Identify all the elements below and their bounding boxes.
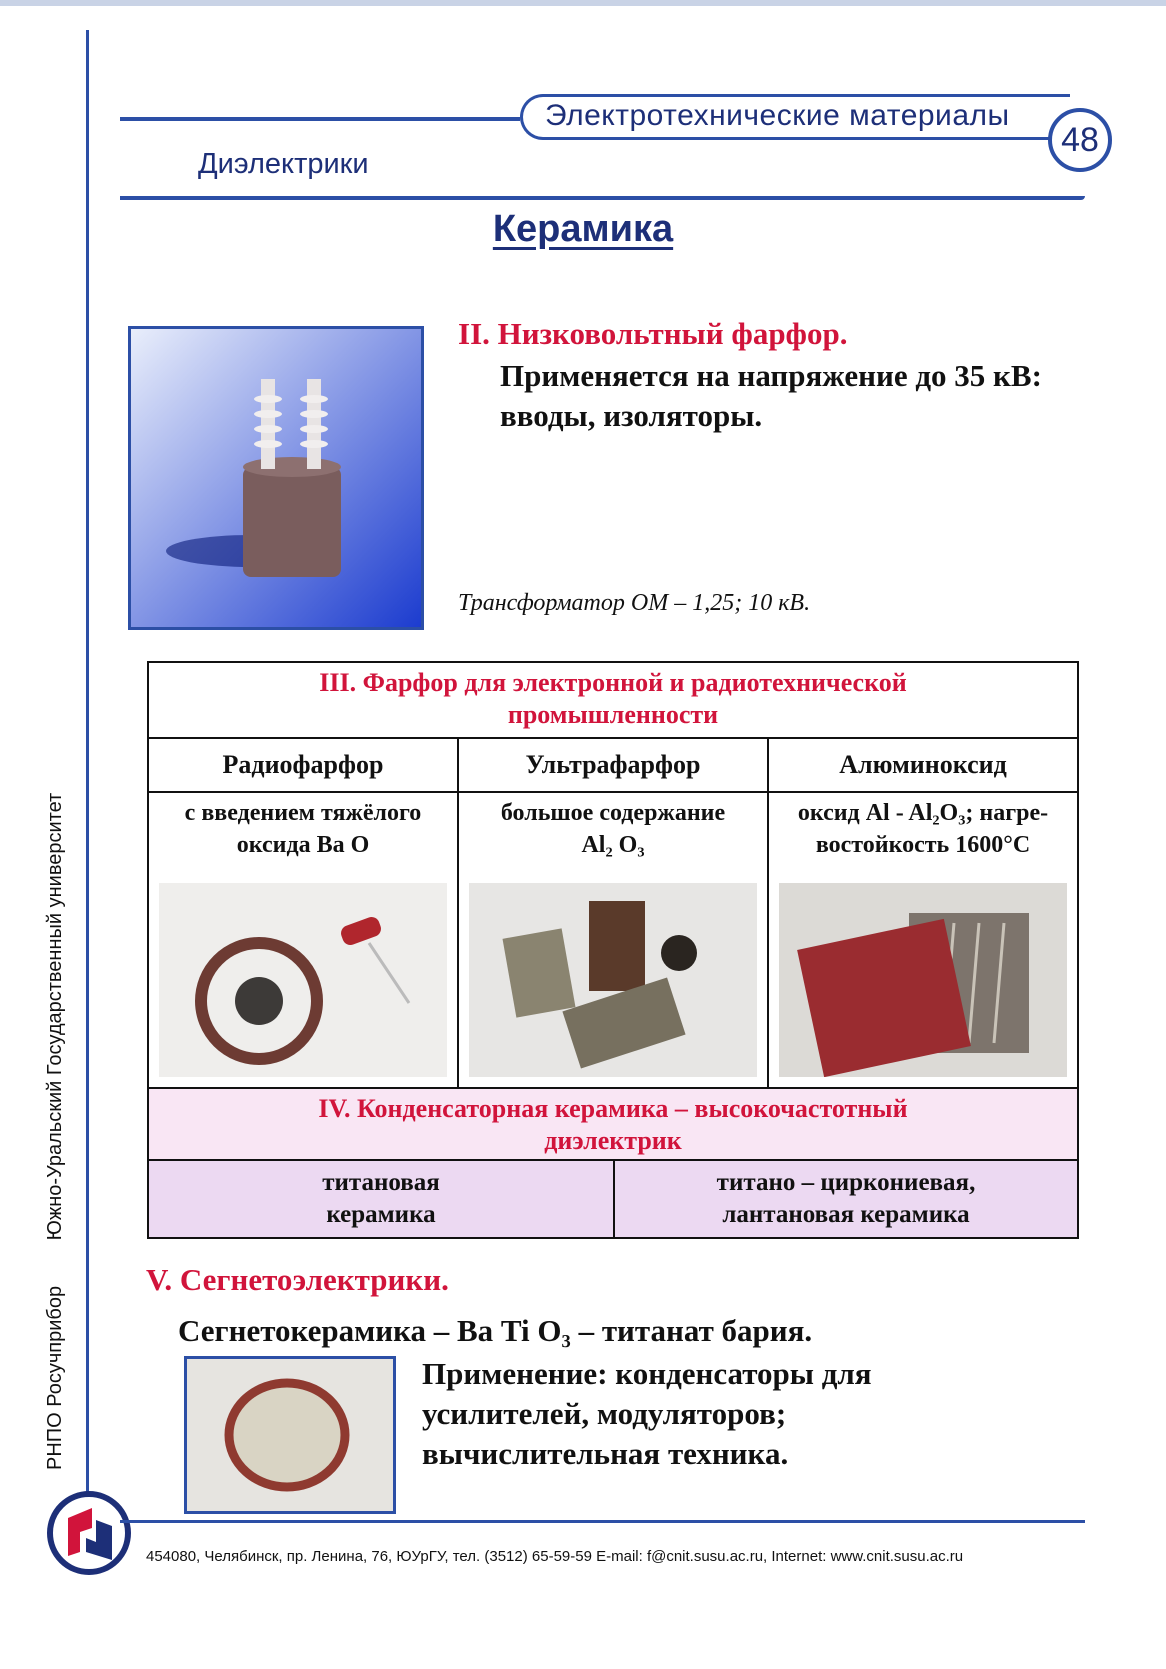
footer-address: 454080, Челябинск, пр. Ленина, 76, ЮУрГУ, тел. (3512) 65-59-59 E-mail: f@cnit.susu.ac.ru, Internet: www.cnit.susu.ac.ru: [146, 1548, 964, 1565]
desc-ultra: [459, 797, 767, 857]
section-iii-line2: промышленности: [507, 700, 719, 729]
radio-porcelain-photo: [159, 883, 447, 1077]
page-number: 48: [1048, 108, 1112, 172]
page-title: Керамика: [492, 208, 674, 250]
transformer-caption: Трансформатор ОМ – 1,25; 10 кВ.: [458, 590, 811, 616]
subject-title: Электротехнические материалы: [545, 99, 1010, 132]
section-v-heading: V. Сегнетоэлектрики.: [146, 1262, 449, 1297]
section-iv-line1: IV. Конденсаторная керамика – высокочастотный: [318, 1094, 908, 1123]
radio-porcelain-icon: [159, 883, 447, 1077]
section-v-body-line3: вычислительная техника.: [422, 1436, 789, 1471]
section-iv-heading: [149, 1089, 1077, 1159]
desc-ultra-line1: большое содержание: [500, 800, 726, 826]
left-rule: [86, 30, 89, 1530]
section-v-body-line1: Применение: конденсаторы для: [422, 1356, 872, 1391]
university-logo: [46, 1490, 132, 1576]
desc-alumina-line1: оксид Al - Al₂O₃; нагре-: [797, 800, 1049, 826]
alumina-icon: [779, 883, 1067, 1077]
top-strip: [0, 0, 1166, 6]
column-name-ultra: Ультрафарфор: [525, 750, 701, 779]
section-iii-line1: III. Фарфор для электронной и радиотехнической: [319, 668, 907, 697]
section-v-body-line2: усилителей, модуляторов;: [422, 1396, 787, 1431]
section-name: Диэлектрики: [198, 148, 369, 180]
section-iii-heading: [149, 663, 1077, 737]
zirconium-line1: титано – циркониевая,: [716, 1169, 976, 1196]
titanium-line1: титановая: [322, 1169, 440, 1196]
section-v-line1: Сегнетокерамика – Ва Ti O₃ – титанат бария.: [178, 1313, 813, 1348]
transformer-photo: [128, 326, 424, 630]
vertical-caption: [44, 753, 67, 1470]
section-v-body: [422, 1354, 872, 1474]
ceramics-table: [147, 661, 1079, 1239]
column-name-alumina: Алюминоксид: [839, 750, 1007, 779]
desc-radio-line2: оксида Ва О: [236, 832, 370, 858]
zirconium-line2: лантановая керамика: [722, 1201, 970, 1228]
section-ii-line2: вводы, изоляторы.: [500, 398, 763, 433]
ultra-porcelain-photo: [469, 883, 757, 1077]
alumina-photo: [779, 883, 1067, 1077]
header-rule-bottom: [120, 196, 1085, 200]
desc-radio-line1: с введением тяжёлого: [184, 800, 422, 826]
section-ii-line1: Применяется на напряжение до 35 кВ:: [500, 358, 1042, 393]
desc-alumina: [769, 797, 1077, 857]
transformer-icon: [131, 329, 421, 627]
ferroelectric-photo: [184, 1356, 396, 1514]
section-iv-line2: диэлектрик: [544, 1126, 682, 1155]
zirconium-ceramic-cell: [615, 1161, 1077, 1237]
university-name: Южно-Уральский Государственный университет: [44, 792, 66, 1241]
desc-ultra-line2: Al₂ O₃: [581, 832, 645, 858]
org-name: РНПО Росучприбор: [44, 1285, 66, 1470]
header-rule-top: [120, 117, 520, 121]
desc-alumina-line2: востойкость 1600°С: [815, 832, 1031, 858]
ultra-porcelain-icon: [469, 883, 757, 1077]
titanium-line2: керамика: [326, 1201, 436, 1228]
section-ii-body: [500, 356, 1042, 436]
titanium-ceramic-cell: [149, 1161, 613, 1237]
footer-rule: [120, 1520, 1085, 1523]
column-name-radio: Радиофарфор: [222, 750, 384, 779]
desc-radio: [149, 797, 457, 857]
section-ii-heading: II. Низковольтный фарфор.: [458, 316, 848, 351]
ceramic-disk-icon: [187, 1359, 393, 1511]
